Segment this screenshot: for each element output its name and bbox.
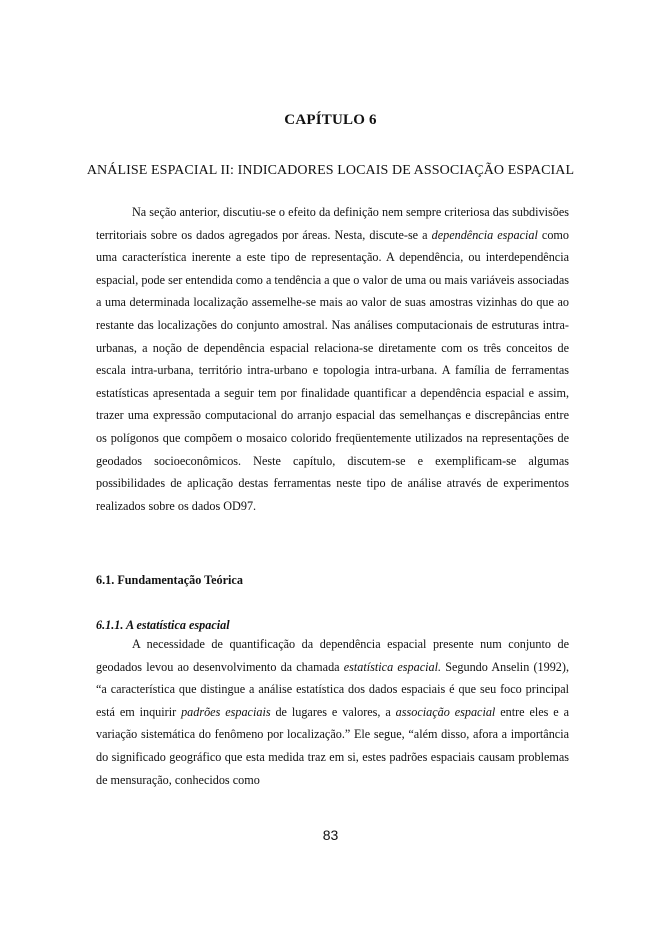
section-heading-6-1-1: 6.1.1. A estatística espacial [96, 618, 230, 632]
section-text-4: entre eles e a variação sistemática do fenômeno por localização.” Ele segue, “além disso, afora a importância do significado geográfico que esta medida traz em si, estes padrões espaciais causam problemas de mensuração, conhecidos como [96, 704, 569, 787]
section-text-1: A necessidade de quantificação da dependência espacial presente num conjunto de geodados levou ao desenvolvimento da chamada [96, 637, 569, 674]
intro-paragraph [96, 201, 569, 517]
page-number: 83 [322, 827, 339, 843]
chapter-title: CAPÍTULO 6 [284, 112, 377, 128]
section-emphasis-1: estatística espacial. [343, 659, 442, 674]
section-text-3: de lugares e valores, a [270, 704, 396, 719]
section-text-2: Segundo Anselin (1992), “a característica que distingue a análise estatística dos dados espaciais é que seu foco principal está em inquirir [96, 659, 570, 719]
section-heading-6-1: 6.1. Fundamentação Teórica [96, 573, 243, 587]
section-emphasis-2: padrões espaciais [181, 704, 271, 719]
intro-emphasis: dependência espacial [431, 227, 538, 242]
intro-text-1: Na seção anterior, discutiu-se o efeito da definição nem sempre criteriosa das subdivisões territoriais sobre os dados agregados por áreas. Nesta, discute-se a [96, 205, 569, 242]
chapter-subtitle: ANÁLISE ESPACIAL II: INDICADORES LOCAIS DE ASSOCIAÇÃO ESPACIAL [86, 163, 575, 178]
section-paragraph [96, 633, 569, 791]
section-emphasis-3: associação espacial [395, 704, 496, 719]
intro-text-2: como uma característica inerente a este tipo de representação. A dependência, ou interdependência espacial, pode ser entendida como a tendência a que o valor de uma ou mais variáveis associadas a uma determinada localização assemelhe-se mais ao valor de suas amostras vizinhas do que ao restante das localizações do conjunto amostral. Nas análises computacionais de estruturas intra-urbanas, a noção de dependência espacial relaciona-se diretamente com os três conceitos de escala intra-urbana, território intra-urbano e topologia intra-urbana. A família de ferramentas estatísticas apresentada a seguir tem por finalidade quantificar a dependência espacial e assim, trazer uma expressão computacional do arranjo espacial das semelhanças e discrepâncias entre os polígonos que compõem o mosaico colorido freqüentemente utilizados na representações de geodados socioeconômicos. Neste capítulo, discutem-se e exemplificam-se algumas possibilidades de aplicação destas ferramentas neste tipo de análise através de experimentos realizados sobre os dados OD97. [96, 227, 570, 513]
